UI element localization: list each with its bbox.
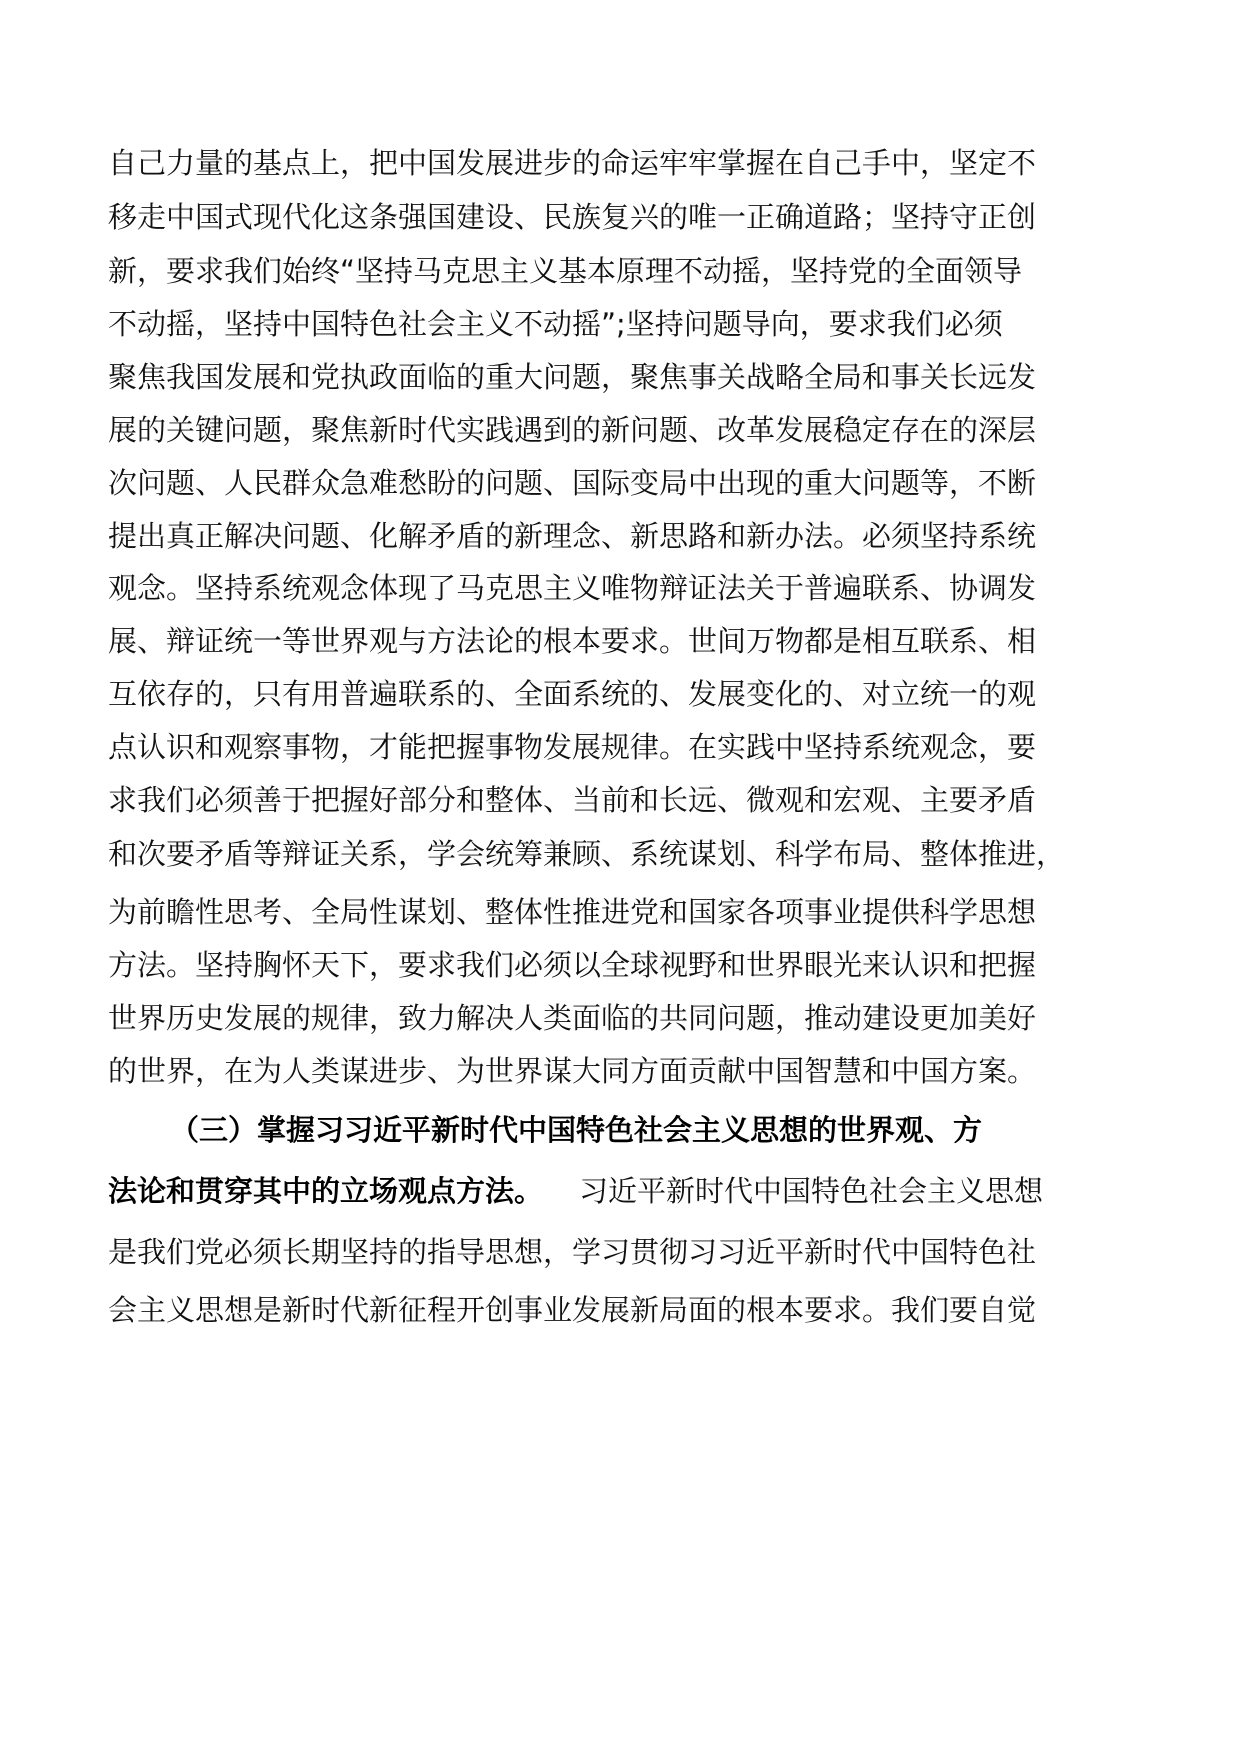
section-heading-end: 法论和贯穿其中的立场观点方法。: [108, 1174, 544, 1208]
paragraph-line: 聚焦我国发展和党执政面临的重大问题，聚焦事关战略全局和事关长远发: [108, 360, 1037, 394]
paragraph-line: 的世界，在为人类谋进步、为世界谋大同方面贡献中国智慧和中国方案。: [108, 1054, 1037, 1088]
section-heading-continued: [108, 1171, 1043, 1211]
paragraph-line: 不动摇，坚持中国特色社会主义不动摇”;坚持问题导向，要求我们必须: [108, 307, 1003, 341]
paragraph-line: 互依存的，只有用普遍联系的、全面系统的、发展变化的、对立统一的观: [108, 677, 1037, 711]
paragraph-line: 世界历史发展的规律，致力解决人类面临的共同问题，推动建设更加美好: [108, 1001, 1037, 1035]
paragraph-line: 会主义思想是新时代新征程开创事业发展新局面的根本要求。我们要自觉: [108, 1293, 1037, 1327]
paragraph-line: 是我们党必须长期坚持的指导思想，学习贯彻习习近平新时代中国特色社: [108, 1235, 1037, 1269]
paragraph-line: 自己力量的基点上，把中国发展进步的命运牢牢掌握在自己手中，坚定不: [108, 146, 1037, 180]
paragraph-line: 方法。坚持胸怀天下，要求我们必须以全球视野和世界眼光来认识和把握: [108, 948, 1037, 982]
paragraph-line: 求我们必须善于把握好部分和整体、当前和长远、微观和宏观、主要矛盾: [108, 783, 1037, 817]
paragraph-line: 次问题、人民群众急难愁盼的问题、国际变局中出现的重大问题等，不断: [108, 466, 1037, 500]
paragraph-start: 习近平新时代中国特色社会主义思想: [579, 1174, 1044, 1208]
paragraph-line: 展、辩证统一等世界观与方法论的根本要求。世间万物都是相互联系、相: [108, 624, 1037, 658]
paragraph-line: 和次要矛盾等辩证关系，学会统筹兼顾、系统谋划、科学布局、整体推进，: [108, 837, 1066, 871]
paragraph-line: 观念。坚持系统观念体现了马克思主义唯物辩证法关于普遍联系、协调发: [108, 571, 1037, 605]
paragraph-line: 展的关键问题，聚焦新时代实践遇到的新问题、改革发展稳定存在的深层: [108, 413, 1037, 447]
paragraph-line: 提出真正解决问题、化解矛盾的新理念、新思路和新办法。必须坚持系统: [108, 519, 1037, 553]
paragraph-line: 移走中国式现代化这条强国建设、民族复兴的唯一正确道路；坚持守正创: [108, 200, 1037, 234]
paragraph-line: 新，要求我们始终“坚持马克思主义基本原理不动摇，坚持党的全面领导: [108, 254, 1023, 288]
paragraph-line: 点认识和观察事物，才能把握事物发展规律。在实践中坚持系统观念，要: [108, 730, 1037, 764]
section-heading: （三）掌握习习近平新时代中国特色社会主义思想的世界观、方: [170, 1113, 983, 1147]
paragraph-line: 为前瞻性思考、全局性谋划、整体性推进党和国家各项事业提供科学思想: [108, 895, 1037, 929]
